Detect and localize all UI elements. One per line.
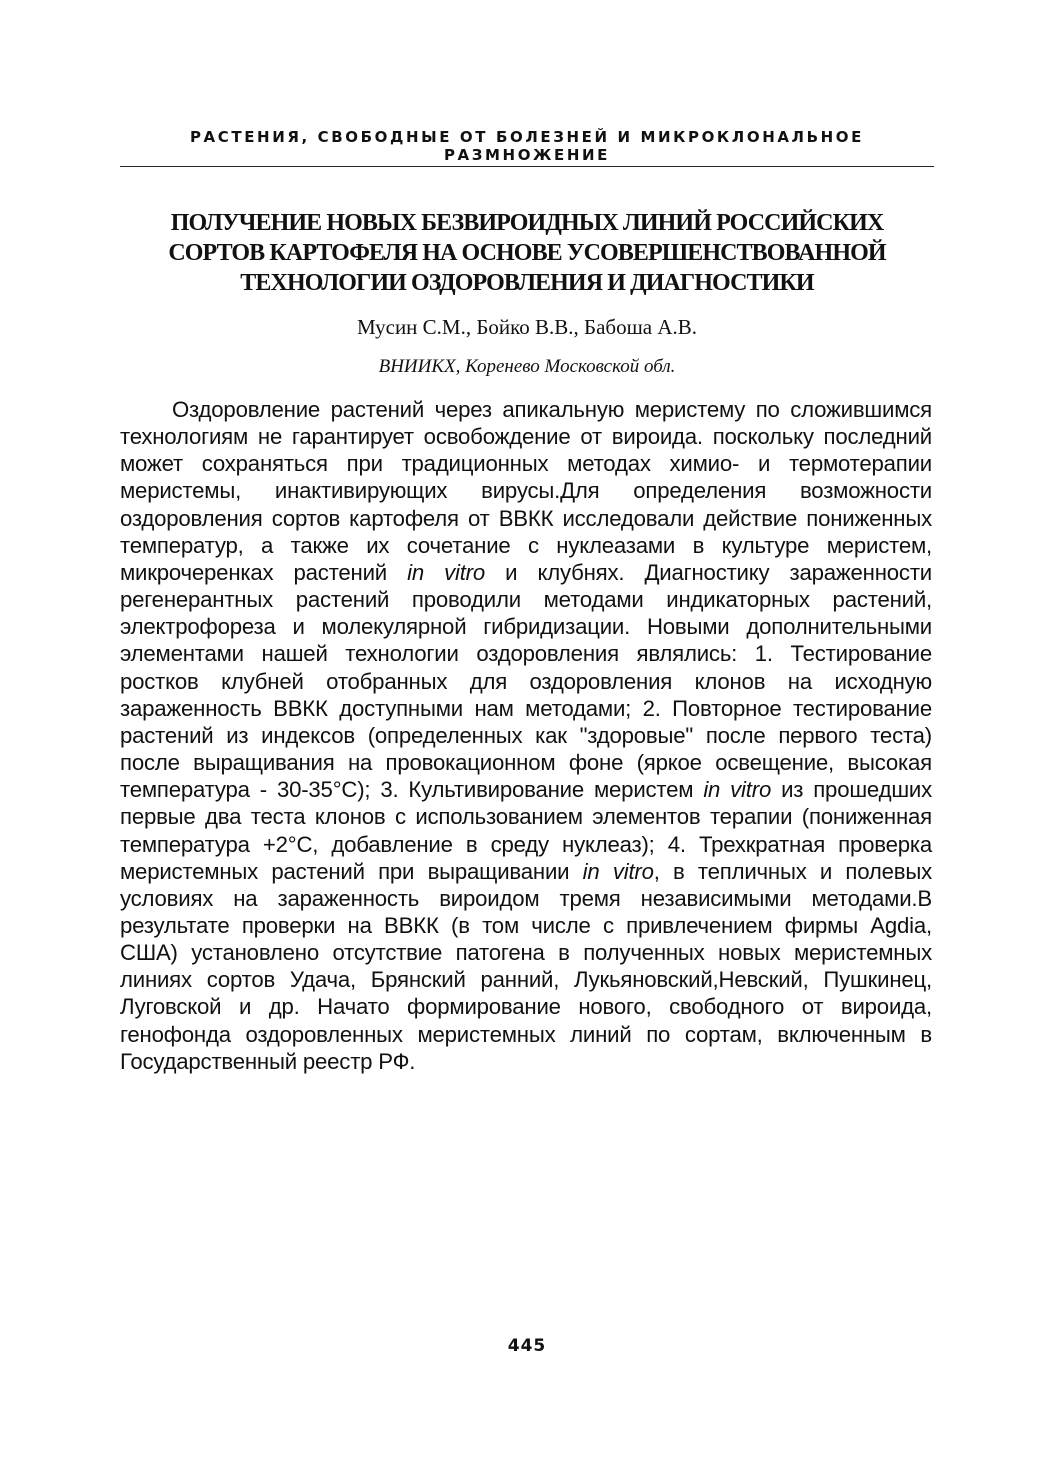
in-vitro-term-2: in vitro <box>703 777 772 803</box>
in-vitro-term-3: in vitro <box>582 858 654 884</box>
abstract-text-4: , в тепличных и полевых условиях на зараженность вироидом тремя независимыми методами.В результате проверки на ВВКК (в том числе с привлечением фирмы Agdia, США) установлено отсутствие патогена в полученных новых меристемных линиях сортов Удача, Брянский ранний, Лукьяновский,Невский, Пушкинец, Луговской и др. Начато формирование нового, свободного от вироида, генофонда оздоровленных меристемных линий по сортам, включенным в Государственный реестр РФ. <box>120 858 932 1074</box>
abstract-body <box>120 396 932 1075</box>
abstract-text-1: Оздоровление растений через апикальную меристему по сложившимся технологиям не гарантирует освобождение от вироида. поскольку последний может сохраняться при традиционных методах химио- и термотерапии меристемы, инактивирующих вирусы.Для определения возможности оздоровления сортов картофеля от ВВКК исследовали действие пониженных температур, а также их сочетание с нуклеазами в культуре меристем, микрочеренках растений <box>120 397 932 585</box>
abstract-text-3: из прошедших первые два теста клонов с использованием элементов терапии (пониженная температура +2°С, добавление в среду нуклеаз); 4. Трехкратная проверка меристемных растений при выращивании <box>120 777 933 884</box>
article-title <box>120 208 934 298</box>
running-header-line-2: РАЗМНОЖЕНИЕ <box>443 146 611 164</box>
title-line-2: СОРТОВ КАРТОФЕЛЯ НА ОСНОВЕ УСОВЕРШЕНСТВОВАННОЙ <box>168 240 886 266</box>
header-divider <box>120 166 934 167</box>
abstract-text-2: и клубнях. Диагностику зараженности регенерантных растений проводили методами индикаторных растений, электрофореза и молекулярной гибридизации. Новыми дополнительными элементами нашей технологии оздоровления являлись: 1. Тестирование ростков клубней отобранных для оздоровления клонов на исходную зараженность ВВКК доступными нам методами; 2. Повторное тестирование растений из индексов (определенных как "здоровые" после первого теста) после выращивания на провокационном фоне (яркое освещение, высокая температура - 30-35°С); 3. Культивирование меристем <box>120 559 932 803</box>
page-number: 445 <box>507 1336 547 1356</box>
running-header-line-1: РАСТЕНИЯ, СВОБОДНЫЕ ОТ БОЛЕЗНЕЙ И МИКРОКЛОНАЛЬНОЕ <box>189 128 865 146</box>
affiliation: ВНИИКХ, Коренево Московской обл. <box>378 356 676 377</box>
title-line-1: ПОЛУЧЕНИЕ НОВЫХ БЕЗВИРОИДНЫХ ЛИНИЙ РОССИЙСКИХ <box>170 210 884 236</box>
authors: Мусин С.М., Бойко В.В., Бабоша А.В. <box>356 315 698 339</box>
title-line-3: ТЕХНОЛОГИИ ОЗДОРОВЛЕНИЯ И ДИАГНОСТИКИ <box>240 270 814 296</box>
in-vitro-term-1: in vitro <box>407 559 486 585</box>
running-header <box>120 128 934 164</box>
